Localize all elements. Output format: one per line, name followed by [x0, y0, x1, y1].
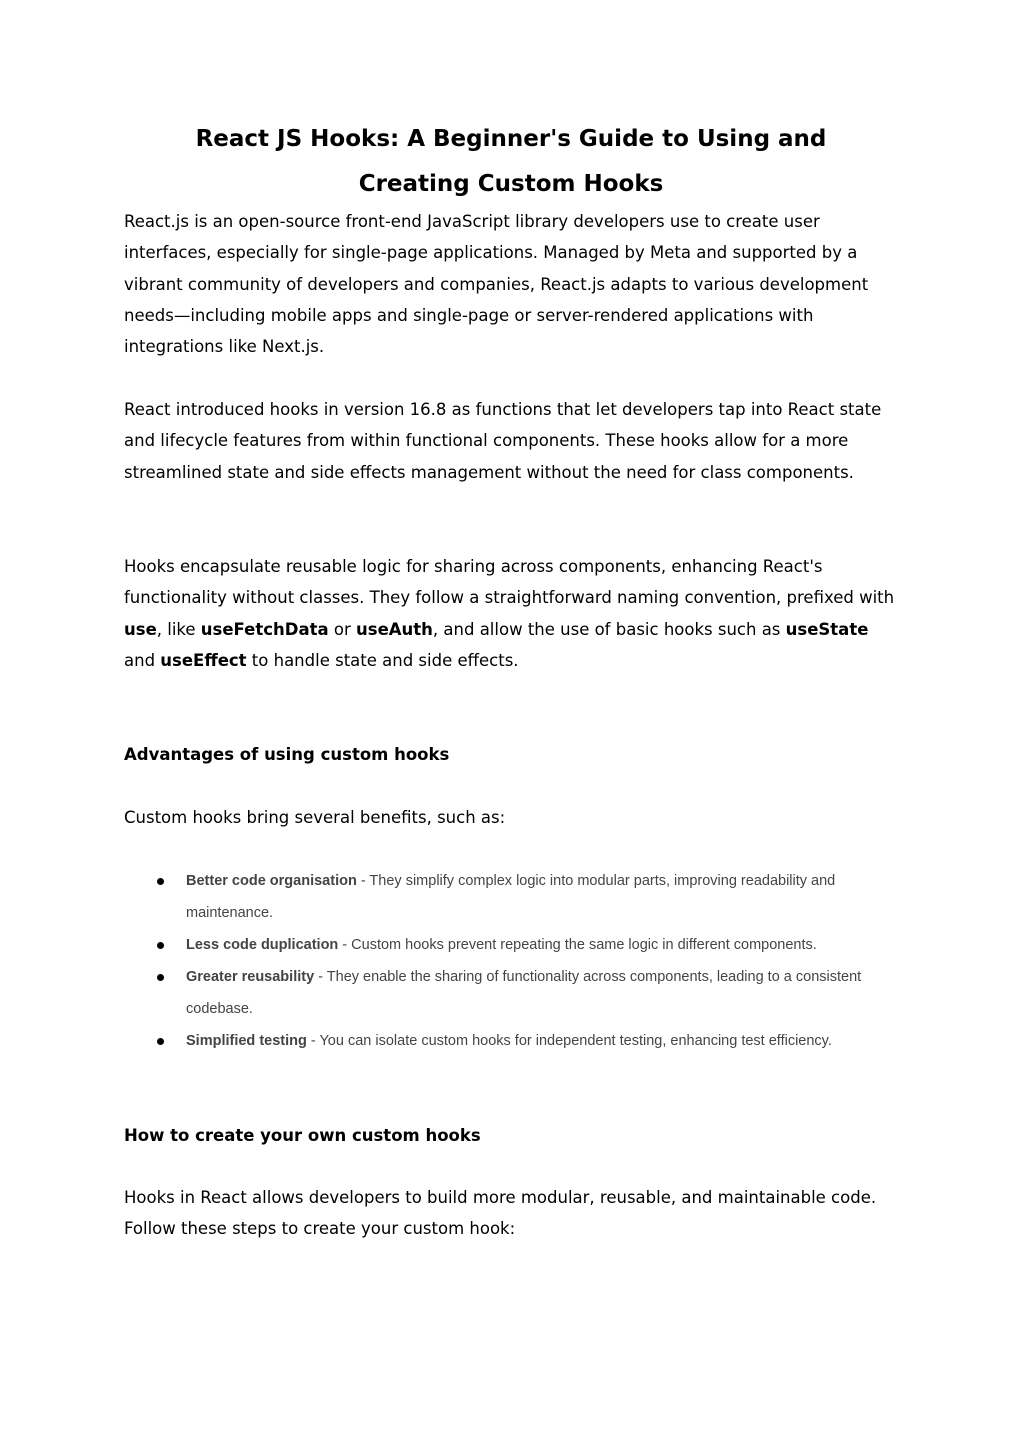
bullet-term: Simplified testing [186, 1033, 307, 1049]
bullet-icon [157, 1038, 164, 1045]
list-item [124, 961, 904, 1025]
list-item [124, 1025, 904, 1057]
bullet-term: Greater reusability [186, 969, 315, 985]
bullet-description: - They enable the sharing of functionality across components, leading to a consistent codebase. [186, 969, 862, 1017]
text-run: to handle state and side effects. [246, 650, 519, 670]
page-title-line-1: React JS Hooks: A Beginner's Guide to Using and [195, 126, 827, 152]
keyword-usefetchdata: useFetchData [200, 619, 329, 639]
text-run: , like [156, 619, 201, 639]
bullet-description: - Custom hooks prevent repeating the same logic in different components. [338, 937, 817, 953]
advantages-intro: Custom hooks bring several benefits, such as: [124, 808, 506, 827]
bullet-description: - They simplify complex logic into modular parts, improving readability and maintenance. [186, 873, 836, 921]
bullet-term: Better code organisation [186, 873, 357, 889]
text-run: or [328, 619, 356, 639]
page-title-line-2: Creating Custom Hooks [358, 171, 664, 197]
text-run: and [124, 650, 161, 670]
hooks-version-paragraph: React introduced hooks in version 16.8 as functions that let developers tap into React state and lifecycle features from within functional components. These hooks allow for a more streamlined state and side effects management without the need for class components. [124, 400, 882, 482]
hooks-naming-paragraph [124, 551, 898, 676]
list-item [124, 865, 904, 929]
advantages-heading: Advantages of using custom hooks [124, 745, 450, 764]
bullet-icon [157, 878, 164, 885]
intro-paragraph: React.js is an open-source front-end JavaScript library developers use to create user interfaces, especially for single-page applications. Managed by Meta and supported by a vibrant community of developers and companies, React.js adapts to various development needs—including mobile apps and single-page or server-rendered applications with integrations like Next.js. [124, 212, 869, 357]
create-hooks-intro: Hooks in React allows developers to build more modular, reusable, and maintainable code. Follow these steps to create your custom hook: [124, 1188, 877, 1239]
bullet-description: - You can isolate custom hooks for independent testing, enhancing test efficiency. [306, 1033, 832, 1049]
bullet-icon [157, 974, 164, 981]
keyword-use: use [124, 619, 157, 639]
keyword-useeffect: useEffect [160, 650, 247, 670]
text-run: , and allow the use of basic hooks such as [432, 619, 786, 639]
bullet-icon [157, 942, 164, 949]
create-hooks-heading: How to create your own custom hooks [124, 1126, 481, 1145]
text-run: Hooks encapsulate reusable logic for sharing across components, enhancing React's functionality without classes. They follow a straightforward naming convention, prefixed with [124, 557, 895, 608]
keyword-usestate: useState [785, 619, 869, 639]
advantages-list [124, 865, 904, 1057]
bullet-term: Less code duplication [186, 937, 339, 953]
list-item [124, 929, 904, 961]
keyword-useauth: useAuth [356, 619, 433, 639]
